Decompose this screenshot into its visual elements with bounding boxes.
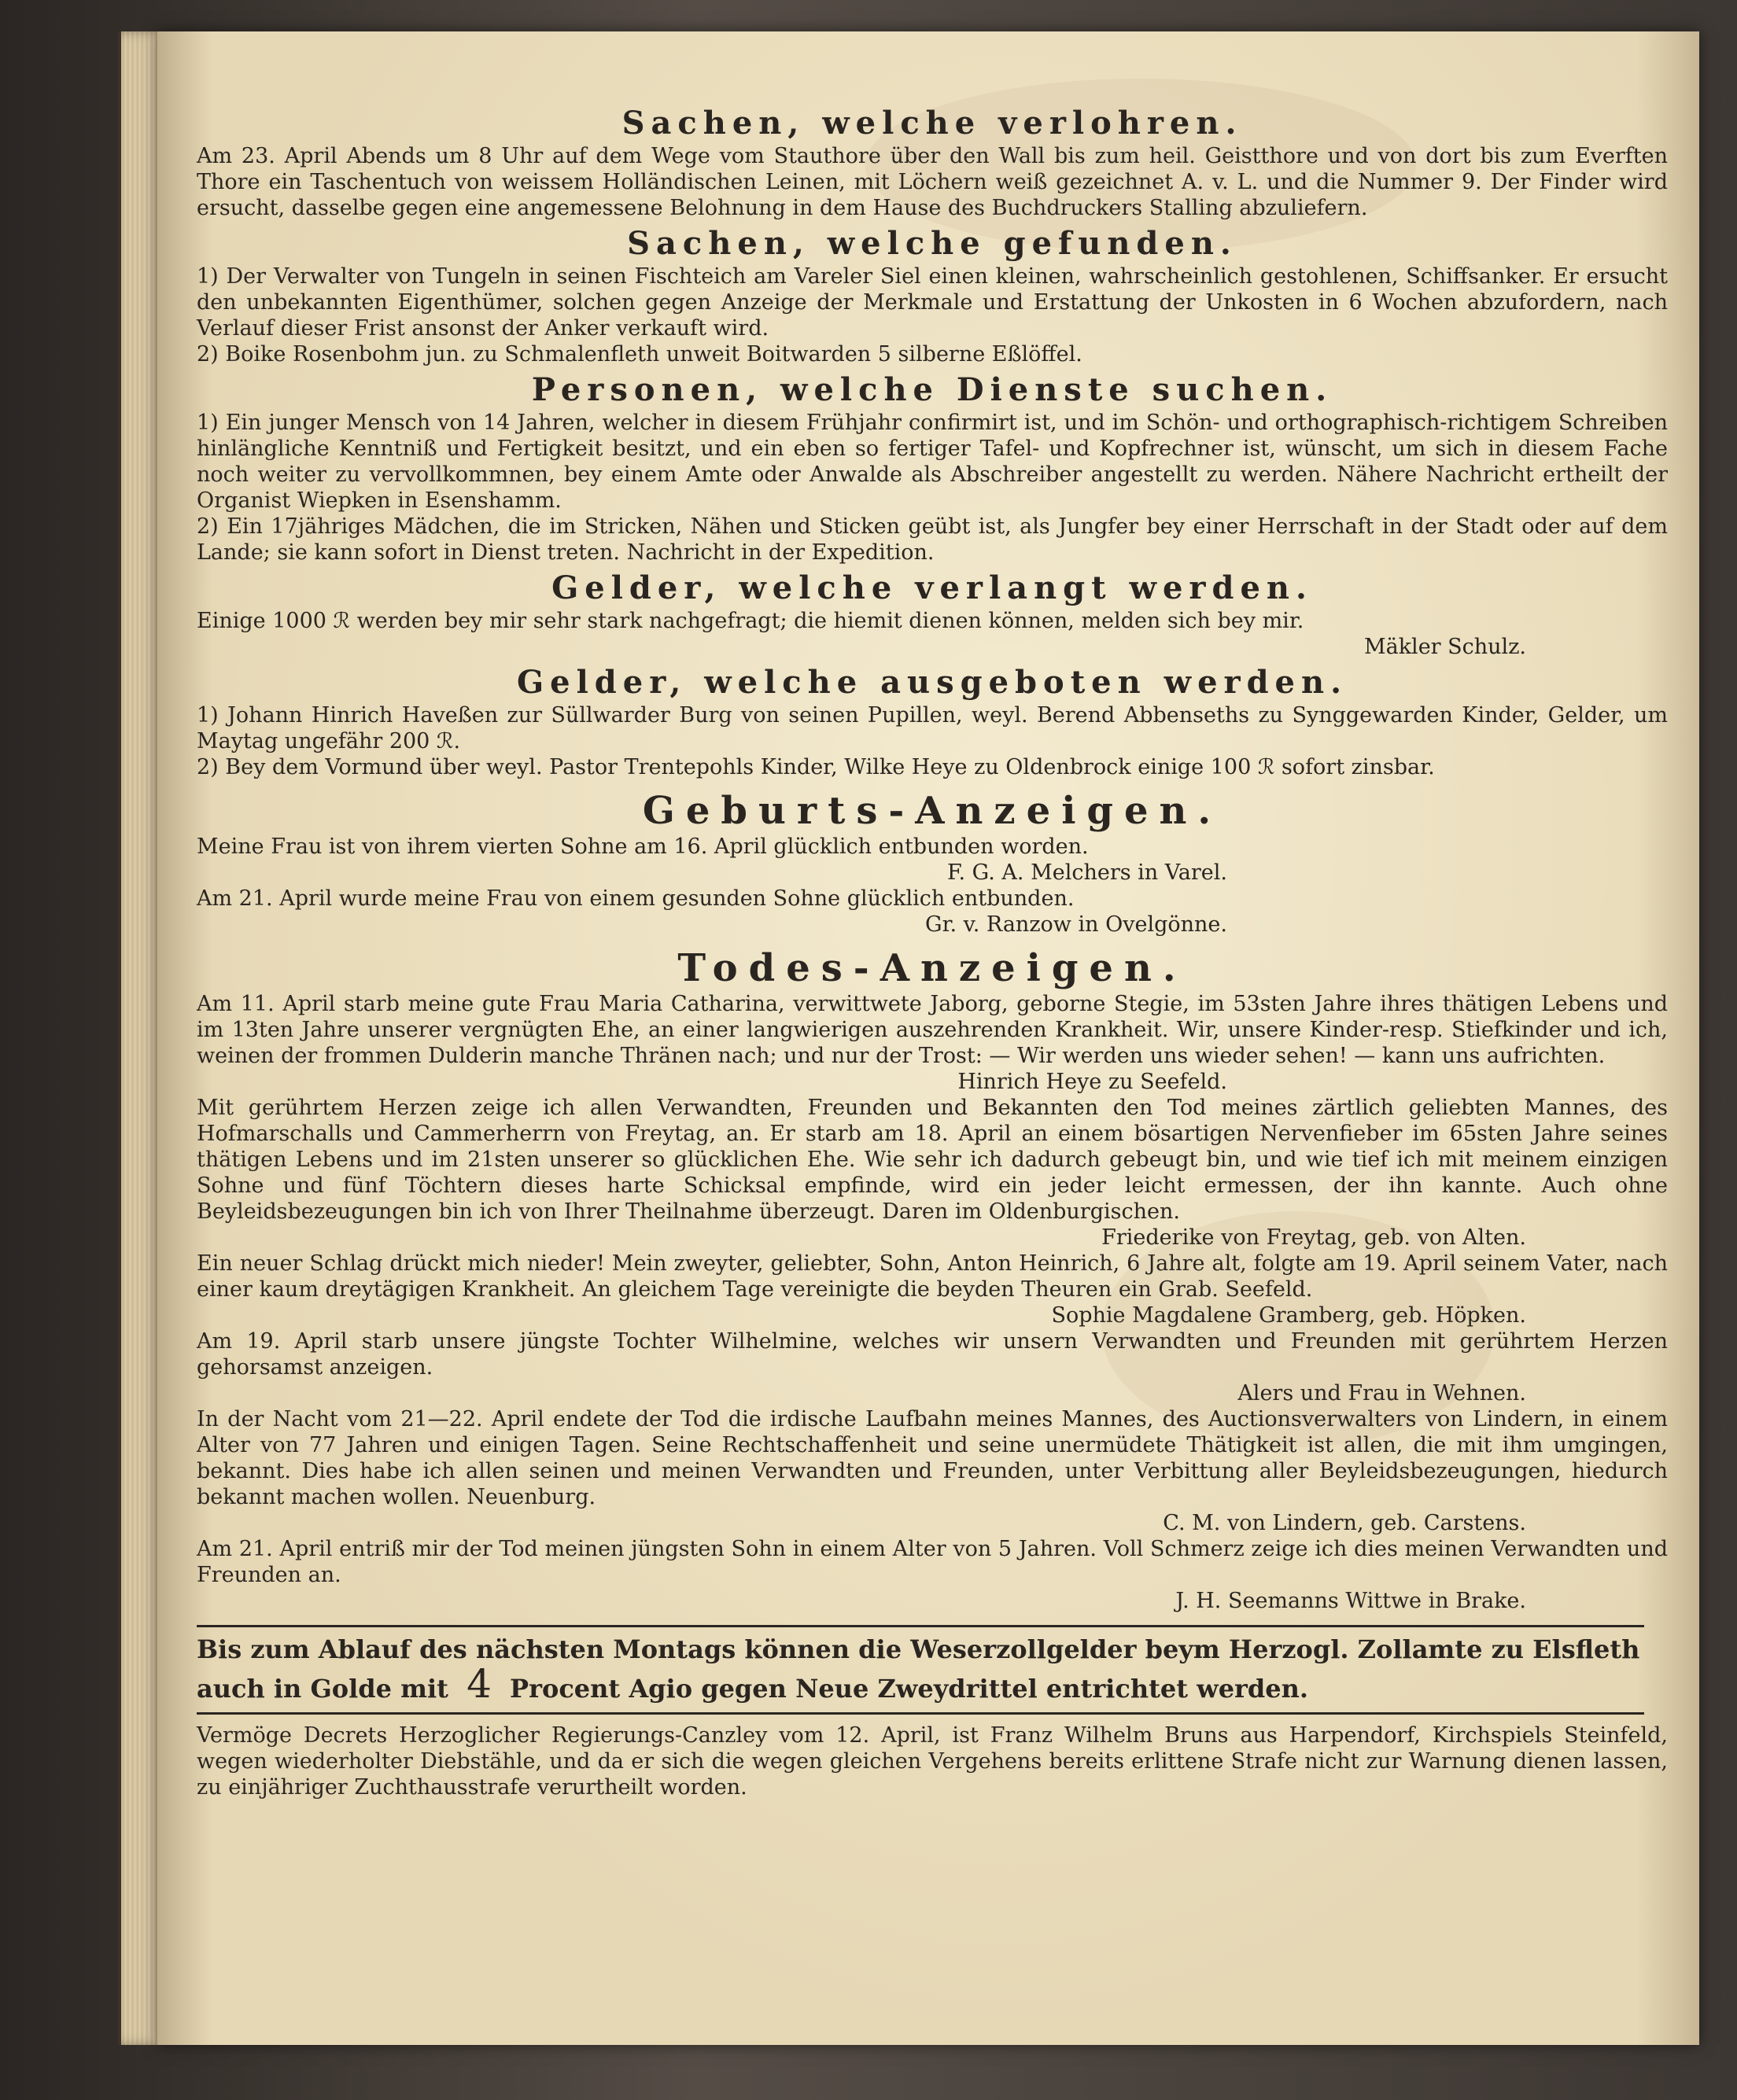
death-entry-4: Am 19. April starb unsere jüngste Tochter Wilhelmine, welches wir unsern Verwandten und Freunden mit gerührtem Herzen gehorsamst anzeigen.: [197, 1329, 1668, 1380]
section-title-money-offered: Gelder, welche ausgeboten werden.: [516, 664, 1348, 701]
money-offered-entry-2: 2) Bey dem Vormund über weyl. Pastor Trentepohls Kinder, Wilke Heye zu Oldenbrock einige 100 ℛ sofort zinsbar.: [197, 755, 1435, 779]
death-entry-1: Am 11. April starb meine gute Frau Maria Catharina, verwittwete Jaborg, geborne Stegie, im 53sten Jahre ihres thätigen Lebens und im 13ten Jahre unserer vergnügten Ehe, an einer langwierigen auszehrenden Krankheit. Wir, unsere Kinder-resp. Stiefkinder und ich, weinen der frommen Dulderin manche Thränen nach; und nur der Trost: — Wir werden uns wieder sehen! — kann uns aufrichten.: [197, 992, 1668, 1068]
service-entry-1: 1) Ein junger Mensch von 14 Jahren, welcher in diesem Frühjahr confirmirt ist, und im Schön- und orthographisch-richtigem Schreiben hinlängliche Kenntniß und Fertigkeit besitzt, und ein eben so fertiger Tafel- und Kopfrechner ist, wünscht, um sich in diesem Fache noch weiter zu vervollkommnen, bey einem Amte oder Anwalde als Abschreiber angestellt zu werden. Nähere Nachricht ertheilt der Organist Wiepken in Esenshamm.: [197, 411, 1668, 513]
page-content: [197, 101, 1668, 1800]
death-signature-6: J. H. Seemanns Wittwe in Brake.: [1175, 1589, 1526, 1613]
birth-entry-2: Am 21. April wurde meine Frau von einem gesunden Sohne glücklich entbunden.: [197, 886, 1075, 911]
lost-entry: Am 23. April Abends um 8 Uhr auf dem Wege vom Stauthore über den Wall bis zum heil. Geistthore und von dort bis zum Everften Thore ein Taschentuch von weissem Holländischen Leinen, mit Löchern weiß gezeichnet A. v. L. und die Nummer 9. Der Finder wird ersucht, dasselbe gegen eine angemessene Belohnung in dem Hause des Buchdruckers Stalling abzuliefern.: [197, 144, 1668, 220]
money-offered-entry-1: 1) Johann Hinrich Haveßen zur Süllwarder Burg von seinen Pupillen, weyl. Berend Abbenseths zu Synggewarden Kinder, Gelder, um Maytag ungefähr 200 ℛ.: [197, 703, 1668, 753]
section-deaths: [197, 945, 1668, 1614]
decree-notice: Vermöge Decrets Herzoglicher Regierungs-Canzley vom 12. April, ist Franz Wilhelm Bruns aus Harpendorf, Kirchspiels Steinfeld, wegen wiederholter Diebstähle, und da er sich die wegen gleichen Vergehens bereits erlittene Strafe nicht zur Warnung dienen lassen, zu einjähriger Zuchthausstrafe verurtheilt worden.: [197, 1723, 1668, 1800]
death-entry-6: Am 21. April entriß mir der Tod meinen jüngsten Sohn in einem Alter von 5 Jahren. Voll Schmerz zeige ich dies meinen Verwandten und Freunden an.: [197, 1537, 1668, 1587]
section-births: [197, 788, 1668, 938]
birth-signature-2: Gr. v. Ranzow in Ovelgönne.: [925, 912, 1227, 937]
section-title-births: Geburts-Anzeigen.: [642, 789, 1223, 833]
customs-notice-text-end: Procent Agio gegen Neue Zweydrittel entrichtet werden.: [510, 1674, 1309, 1704]
death-signature-2: Friederike von Freytag, geb. von Alten.: [1101, 1225, 1526, 1250]
death-entry-5: In der Nacht vom 21—22. April endete der Tod die irdische Laufbahn meines Mannes, des Auctionsverwalters von Lindern, in einem Alter von 77 Jahren und einigen Tagen. Seine Rechtschaffenheit und seine unermüdete Thätigkeit ist allen, die mit ihm umgingen, bekannt. Dies habe ich allen seinen und meinen Verwandten und Freunden, unter Verbittung aller Beyleidsbezeugungen, hiedurch bekannt machen wollen. Neuenburg.: [197, 1407, 1668, 1509]
section-title-lost: Sachen, welche verlohren.: [621, 105, 1243, 142]
customs-notice-percent: 4: [467, 1661, 492, 1707]
death-signature-1: Hinrich Heye zu Seefeld.: [957, 1070, 1227, 1094]
section-service: [197, 370, 1668, 566]
section-title-money-wanted: Gelder, welche verlangt werden.: [551, 569, 1313, 606]
found-entry-2: 2) Boike Rosenbohm jun. zu Schmalenfleth unweit Boitwarden 5 silberne Eßlöffel.: [197, 342, 1082, 367]
found-entry-1: 1) Der Verwalter von Tungeln in seinen Fischteich am Vareler Siel einen kleinen, wahrscheinlich gestohlenen, Schiffsanker. Er ersucht den unbekannten Eigenthümer, solchen gegen Anzeige der Merkmale und Erstattung der Unkosten in 6 Wochen abzufordern, nach Verlauf dieser Frist ansonst der Anker verkauft wird.: [197, 264, 1668, 341]
section-lost: [197, 104, 1668, 221]
death-signature-5: C. M. von Lindern, geb. Carstens.: [1163, 1511, 1526, 1535]
section-money-offered: [197, 663, 1668, 780]
money-wanted-signature: Mäkler Schulz.: [1363, 635, 1526, 659]
death-entry-2: Mit gerührtem Herzen zeige ich allen Verwandten, Freunden und Bekannten den Tod meines zärtlich geliebten Mannes, des Hofmarschalls und Cammerherrn von Freytag, an. Er starb am 18. April an einem bösartigen Nervenfieber im 65sten Jahre seines thätigen Lebens und im 21sten unserer so glücklichen Ehe. Wie sehr ich dadurch gebeugt bin, und wie tief ich mit meinem einzigen Sohne und fünf Töchtern dieses harte Schicksal empfinde, wird ein jeder leicht ermessen, der ihn kannte. Auch ohne Beyleidsbezeugungen bin ich von Ihrer Theilnahme überzeugt. Daren im Oldenburgischen.: [197, 1096, 1668, 1224]
birth-entry-1: Meine Frau ist von ihrem vierten Sohne am 16. April glücklich entbunden worden.: [197, 834, 1089, 859]
death-signature-4: Alers und Frau in Wehnen.: [1237, 1381, 1526, 1406]
money-wanted-entry: Einige 1000 ℛ werden bey mir sehr stark nachgefragt; die hiemit dienen können, melden sich bey mir.: [197, 609, 1304, 633]
section-title-deaths: Todes-Anzeigen.: [677, 946, 1187, 990]
customs-notice-text: Bis zum Ablauf des nächsten Montags können die Weserzollgelder beym Herzogl. Zollamte zu Elsfleth auch in Golde mit: [197, 1634, 1640, 1704]
section-title-service: Personen, welche Dienste suchen.: [531, 371, 1333, 408]
death-signature-3: Sophie Magdalene Gramberg, geb. Höpken.: [1051, 1303, 1526, 1328]
birth-signature-1: F. G. A. Melchers in Varel.: [946, 860, 1227, 885]
service-entry-2: 2) Ein 17jähriges Mädchen, die im Stricken, Nähen und Sticken geübt ist, als Jungfer bey einer Herrschaft in der Stadt oder auf dem Lande; sie kann sofort in Dienst treten. Nachricht in der Expedition.: [197, 514, 1668, 565]
section-title-found: Sachen, welche gefunden.: [627, 225, 1237, 262]
customs-notice: [197, 1625, 1644, 1715]
section-money-wanted: [197, 569, 1668, 660]
section-found: [197, 224, 1668, 367]
death-entry-3: Ein neuer Schlag drückt mich nieder! Mein zweyter, geliebter, Sohn, Anton Heinrich, 6 Jahre alt, folgte am 19. April seinem Vater, nach einer kaum dreytägigen Krankheit. An gleichem Tage vereinigte die beyden Theuren ein Grab. Seefeld.: [197, 1251, 1668, 1302]
